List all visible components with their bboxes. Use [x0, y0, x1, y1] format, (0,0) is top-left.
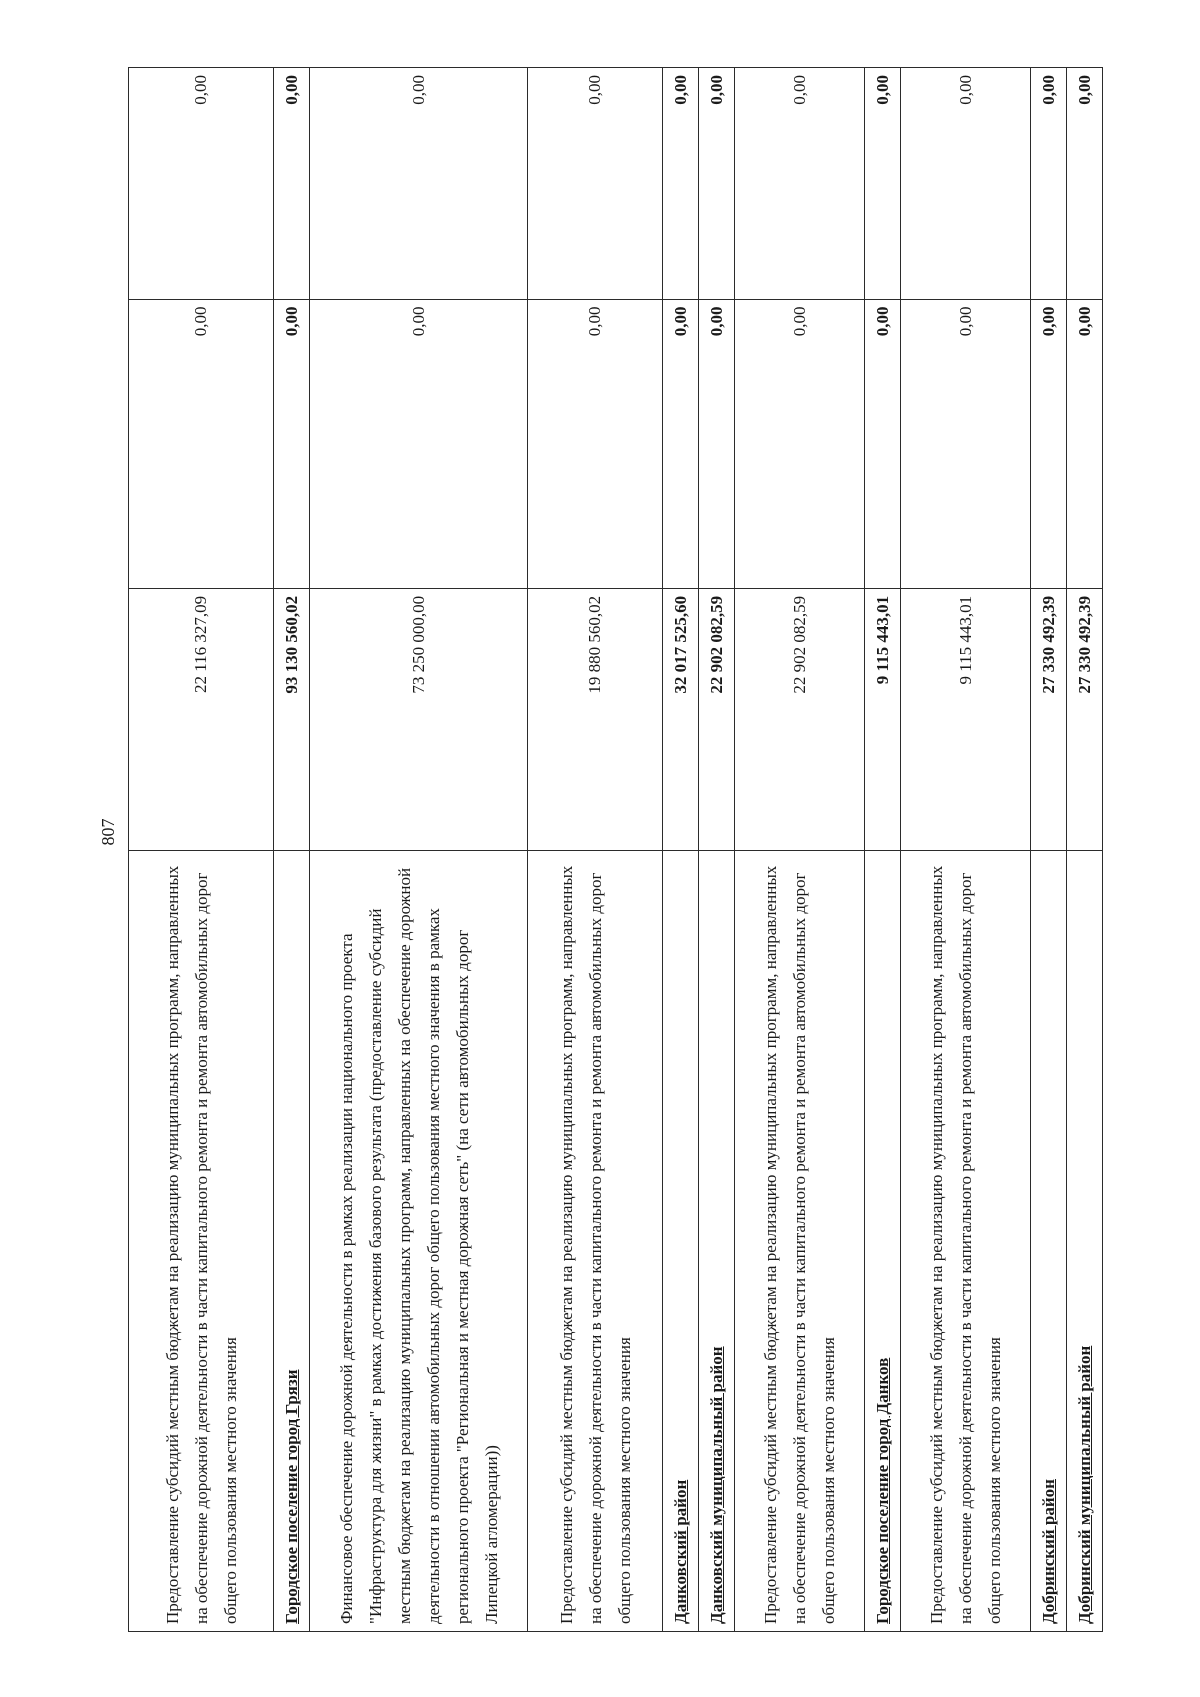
amount-value: 0,00	[663, 68, 699, 300]
amount-value: 0,00	[1031, 68, 1067, 300]
amount-value: 0,00	[528, 68, 663, 300]
amount-value: 32 017 525,60	[663, 588, 699, 850]
amount-value: 27 330 492,39	[1031, 588, 1067, 850]
row-description: Предоставление субсидий местным бюджетам на реализацию муниципальных программ, направленных на обеспечение дорожной деятельности в части капитального ремонта и ремонта автомобильных дорог общего пользования местного значения	[528, 850, 663, 1631]
amount-value: 9 115 443,01	[865, 588, 901, 850]
amount-value: 0,00	[699, 299, 735, 588]
row-description: Городское поселение город Грязи	[274, 850, 310, 1631]
row-description: Финансовое обеспечение дорожной деятельности в рамках реализации национального проекта "Инфраструктура для жизни" в рамках достижения базового результата (предоставление субсидий местным бюджетам на реализацию муниципальных программ, направленных на обеспечение дорожной деятельности в отношении автомобильных дорог общего пользования местного значения в рамках регионального проекта "Региональная и местная дорожная сеть" (на сети автомобильных дорог Липецкой агломерации))	[310, 850, 528, 1631]
amount-value: 0,00	[1067, 68, 1103, 300]
table-row	[310, 68, 528, 1632]
amount-value: 0,00	[865, 68, 901, 300]
amount-value: 22 116 327,09	[129, 588, 274, 850]
table-row	[663, 68, 699, 1632]
budget-table	[128, 67, 1103, 1632]
amount-value: 0,00	[129, 68, 274, 300]
amount-value: 93 130 560,02	[274, 588, 310, 850]
table-row	[1031, 68, 1067, 1632]
amount-value: 0,00	[528, 299, 663, 588]
amount-value: 0,00	[274, 299, 310, 588]
page-number: 807	[98, 818, 118, 846]
table-row	[274, 68, 310, 1632]
amount-value: 0,00	[1067, 299, 1103, 588]
row-description: Добринский район	[1031, 850, 1067, 1631]
rotated-table-container	[128, 67, 1094, 1632]
table-row	[1067, 68, 1103, 1632]
amount-value: 0,00	[1031, 299, 1067, 588]
row-description: Предоставление субсидий местным бюджетам на реализацию муниципальных программ, направленных на обеспечение дорожной деятельности в части капитального ремонта и ремонта автомобильных дорог общего пользования местного значения	[735, 850, 865, 1631]
table-row	[735, 68, 865, 1632]
amount-value: 0,00	[274, 68, 310, 300]
amount-value: 0,00	[901, 299, 1031, 588]
row-description: Добринский муниципальный район	[1067, 850, 1103, 1631]
amount-value: 19 880 560,02	[528, 588, 663, 850]
row-description: Данковский район	[663, 850, 699, 1631]
amount-value: 27 330 492,39	[1067, 588, 1103, 850]
table-row	[129, 68, 274, 1632]
row-description: Данковский муниципальный район	[699, 850, 735, 1631]
amount-value: 0,00	[699, 68, 735, 300]
amount-value: 0,00	[735, 68, 865, 300]
amount-value: 0,00	[129, 299, 274, 588]
table-row	[865, 68, 901, 1632]
amount-value: 0,00	[865, 299, 901, 588]
amount-value: 22 902 082,59	[735, 588, 865, 850]
row-description: Предоставление субсидий местным бюджетам на реализацию муниципальных программ, направленных на обеспечение дорожной деятельности в части капитального ремонта и ремонта автомобильных дорог общего пользования местного значения	[901, 850, 1031, 1631]
table-row	[528, 68, 663, 1632]
amount-value: 0,00	[735, 299, 865, 588]
amount-value: 0,00	[310, 299, 528, 588]
amount-value: 0,00	[310, 68, 528, 300]
amount-value: 0,00	[901, 68, 1031, 300]
table-row	[699, 68, 735, 1632]
row-description: Предоставление субсидий местным бюджетам на реализацию муниципальных программ, направленных на обеспечение дорожной деятельности в части капитального ремонта и ремонта автомобильных дорог общего пользования местного значения	[129, 850, 274, 1631]
table-row	[901, 68, 1031, 1632]
amount-value: 22 902 082,59	[699, 588, 735, 850]
row-description: Городское поселение город Данков	[865, 850, 901, 1631]
amount-value: 9 115 443,01	[901, 588, 1031, 850]
amount-value: 0,00	[663, 299, 699, 588]
amount-value: 73 250 000,00	[310, 588, 528, 850]
